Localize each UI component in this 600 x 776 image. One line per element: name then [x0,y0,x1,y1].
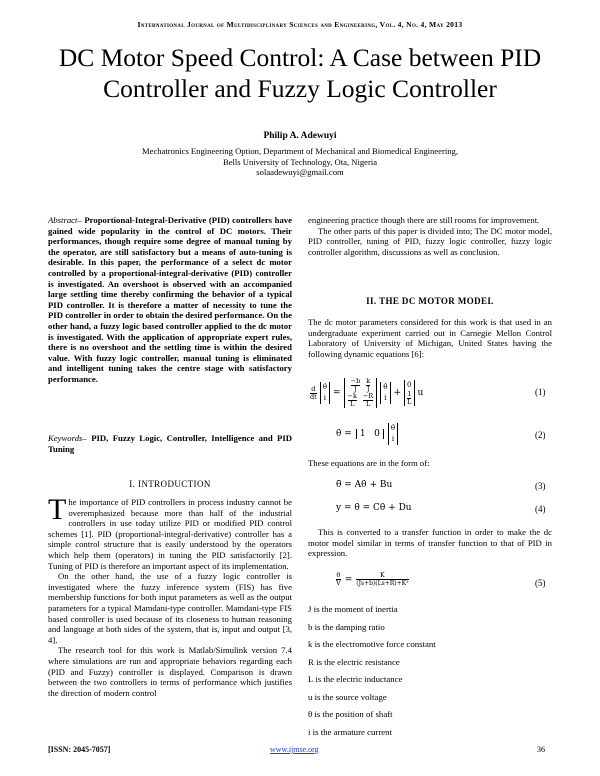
keywords [48,433,292,454]
abstract-label: Abstract– [48,215,82,225]
author-name: Philip A. Adewuyi [263,131,337,141]
intro-paragraph-2: On the other hand, the use of a fuzzy logic controller is investigated where the fuzzy inference system (FIS) has five membership functions for both input parameters as well as the output parameters for a typical Mamdani-type controller. Mamdani-type FIS based controller is used because of its closeness to human reasoning and language at both sides of the system, that is, input and output [3, 4]. [48,571,292,645]
intro-paragraph-1-text: he importance of PID controllers in process industry cannot be overemphasized because more than half of the industrial controllers in use today utilize PID or modified PID control schemes [1]. PID (proportional-integral-derivative) controller has a simple control structure that is easily understood by the operators which help them (operators) in tuning the PID satisfactorily [2]. Tuning of PID is therefore an important aspect of its implementation. [48,497,292,571]
def-item: θ is the position of shaft [308,709,393,719]
affiliation-line-1: Mechatronics Engineering Option, Department of Mechanical and Biomedical Engineering, [142,146,458,156]
right-column-intro [308,215,552,257]
transfer-function-paragraph: This is converted to a transfer function in order to make the dc motor model similar in terms of transfer function to that of PID in expression. [308,527,552,559]
eq2-state-vector: θ̇ i [388,423,398,445]
intro-paragraph-3: The research tool for this work is Matlab/Simulink version 7.4 where simulations are run and appropriate behaviors regarding each (PID and Fuzzy) controller is displayed. Comparison is drawn between the two controllers in terms of performance which justifies the direction of modern control [48,645,292,698]
eq5-number: (5) [535,578,546,588]
variable-definitions [308,601,552,741]
section-2-heading: II. THE DC MOTOR MODEL [366,296,494,306]
page-number: 36 [537,745,545,754]
equation-5 [336,572,409,587]
affiliation-line-2: Bells University of Technology, Ota, Nigeria [222,156,378,167]
def-item: L is the electric inductance [308,674,403,684]
eq1-derivative: d dt [310,384,317,401]
eq1-B-matrix: 0 $\frac{1}{L}$ [404,380,414,406]
abstract-text: Proportional-Integral-Derivative (PID) controllers have gained wide popularity in the control of DC motors. Their performances, though require some degree of manual tuning by the operator, are still satisfactory but a means of auto-tuning is desirable. In this paper, the performance of a select dc motor controlled by a proportional-integral-derivative (PID) controller is investigated. An overshoot is observed with an accompanied large settling time thereby confirming the behavior of a typical PID controller. It is therefore a matter of necessity to tune the PID controller in order to obtain the desired performance. On the other hand, a fuzzy logic based controller applied to the dc motor is investigated. With the application of appropriate expert rules, there is no overshoot and the settling time is within the desired value. With fuzzy logic controller, manual tuning is eliminated and intelligent tuning takes the centre stage with satisfactory performance. [48,215,293,384]
footer-url-link[interactable]: www.ijmse.org [270,745,319,754]
author-email: solaadewuyi@gmail.com [256,167,344,178]
keywords-label: Keywords– [48,433,87,443]
intro-paragraph-1 [48,493,292,571]
keywords-text: PID, Fuzzy Logic, Controller, Intelligence and PID Tuning [48,433,293,454]
def-item: R is the electric resistance [308,656,400,667]
right-paragraph-1: engineering practice though there are still rooms for improvement. [308,215,540,225]
eq5-equals: = [344,574,353,585]
eq2-number: (2) [535,430,546,440]
equation-2 [336,423,398,445]
equation-3: θ̈ = Aθ̇ + Bu [336,480,393,490]
def-item: i is the armature current [308,726,393,737]
eq1-number: (1) [535,387,546,397]
def-item: u is the source voltage [308,691,387,702]
eq2-C-matrix: 1 0 [356,429,384,439]
def-item: k is the electromotive force constant [308,639,436,649]
journal-header: International Journal of Multidisciplinary Sciences and Engineering, Vol. 4, No. 4, May 2013 [137,20,463,29]
eq5-rhs: $\frac{K}{\text{(Js+b)(Ls+R)+K²}}$ [356,572,409,587]
eq1-u: u [417,388,424,398]
paper-title: DC Motor Speed Control: A Case between PID Controller and Fuzzy Logic Controller [58,43,542,103]
drop-cap: T [48,493,67,526]
eq3-number: (3) [535,481,546,491]
def-item: b is the damping ratio [308,621,385,632]
eq5-lhs: $\frac{\theta}{V}$ [336,571,341,587]
eq1-equals: = [333,388,341,398]
right-paragraph-2: The other parts of this paper is divided into; The DC motor model, PID controller, tuning of PID, fuzzy logic controller, fuzzy logic controller algorithm, discussions as well as conclusion. [308,225,552,257]
equation-1 [310,370,510,416]
abstract [48,215,292,385]
footer-issn: [ISSN: 2045-7057] [48,745,111,754]
dc-motor-paragraph: The dc motor parameters considered for this work is that used in an undergraduate experiment carried out in Carnegie Mellon Control Laboratory of University of Michigan, United States having the following dynamic equations [6]: [308,317,552,359]
section-1-heading: I. INTRODUCTION [129,479,211,489]
eq1-state-vector: θ̇ i [320,382,330,404]
eq1-A-matrix: −b J k J −k L −R L [344,378,378,408]
eq2-lhs: θ̇ = [336,429,352,439]
eq1-state-vector-2: θ̇ i [380,382,390,404]
introduction-body [48,493,292,698]
affiliation [0,146,600,178]
form-text: These equations are in the form of: [308,458,430,468]
eq4-number: (4) [535,504,546,514]
equation-4: y = θ̇ = Cθ̇ + Du [336,503,412,513]
def-item: J is the moment of inertia [308,604,398,614]
eq1-plus: + [393,388,402,398]
